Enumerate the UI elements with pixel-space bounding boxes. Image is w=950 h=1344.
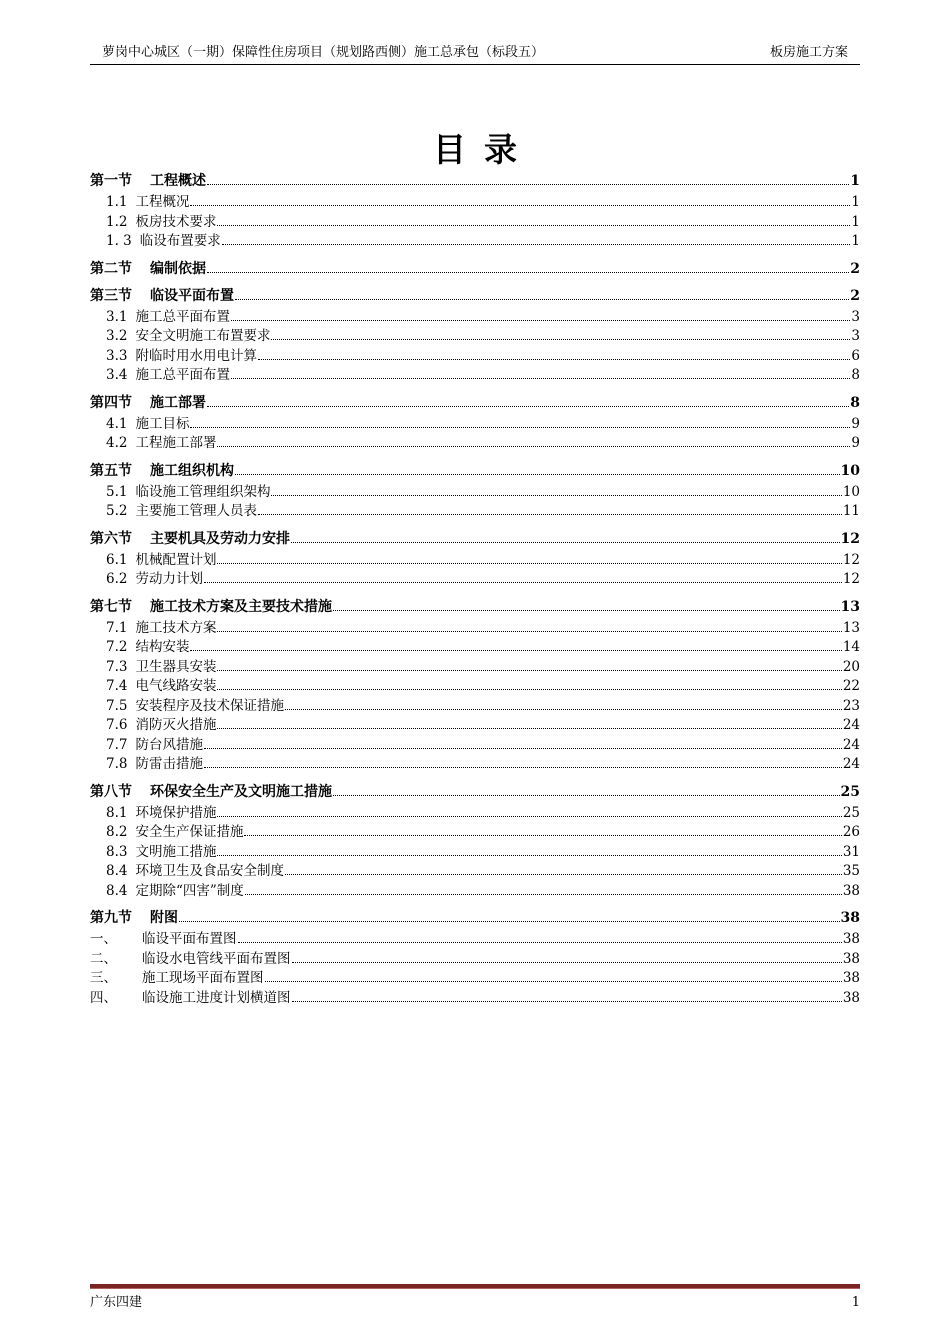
- toc-entry-number: 1.1: [106, 194, 128, 210]
- toc-leader-dots: [333, 610, 840, 611]
- toc-leader-dots: [190, 205, 850, 206]
- toc-entry-number: 第四节: [90, 394, 132, 411]
- toc-subsection-entry[interactable]: [90, 697, 860, 717]
- toc-entry-label: 临设施工管理组织架构: [135, 483, 271, 500]
- toc-entry-number: 7.8: [106, 756, 128, 772]
- toc-entry-label: 防台风措施: [135, 736, 203, 753]
- toc-entry-label: 临设施工进度计划横道图: [142, 989, 291, 1006]
- toc-leader-dots: [235, 299, 849, 300]
- toc-entry-number: 7.2: [106, 639, 128, 655]
- toc-entry-page: 8: [851, 367, 860, 383]
- toc-entry-number: 7.6: [106, 717, 128, 733]
- toc-entry-number: 第九节: [90, 910, 132, 926]
- toc-subsection-entry[interactable]: [90, 882, 860, 902]
- toc-entry-page: 1: [851, 233, 860, 249]
- toc-entry-number: 4.2: [106, 435, 128, 451]
- header-project-title: 萝岗中心城区（一期）保障性住房项目（规划路西侧）施工总承包（标段五）: [102, 45, 545, 60]
- toc-leader-dots: [217, 225, 850, 226]
- toc-leader-dots: [292, 962, 842, 963]
- toc-entry-number: 第二节: [90, 260, 132, 277]
- header-document-name: 板房施工方案: [769, 45, 848, 60]
- toc-entry-number: 第三节: [90, 287, 132, 304]
- footer-company: 广东四建: [90, 1295, 143, 1310]
- toc-entry-page: 1: [851, 213, 860, 230]
- toc-subsection-entry[interactable]: [90, 232, 860, 252]
- toc-entry-page: 25: [840, 783, 860, 800]
- toc-section-entry[interactable]: [90, 530, 860, 549]
- toc-subsection-entry[interactable]: [90, 619, 860, 639]
- toc-entry-label: 临设布置要求: [139, 233, 221, 249]
- toc-leader-dots: [217, 631, 841, 632]
- toc-entry-label: 安全文明施工布置要求: [135, 328, 271, 344]
- toc-subsection-entry[interactable]: [90, 483, 860, 503]
- toc-entry-label: 环境保护措施: [135, 804, 217, 821]
- toc-subsection-entry[interactable]: [90, 823, 860, 843]
- toc-entry-number: 3.3: [106, 347, 128, 364]
- toc-subsection-entry[interactable]: [90, 570, 860, 590]
- toc-entry-number: 1.2: [106, 213, 128, 230]
- toc-entry-label: 附图: [150, 910, 178, 926]
- toc-entry-page: 12: [842, 551, 860, 568]
- toc-entry-number: 3.1: [106, 308, 128, 325]
- toc-entry-label: 安全生产保证措施: [135, 824, 244, 840]
- toc-entry-label: 施工技术方案: [135, 619, 217, 636]
- toc-entry-label: 工程施工部署: [135, 435, 217, 451]
- toc-entry-number: 8.3: [106, 843, 128, 860]
- toc-entry-page: 13: [842, 619, 860, 636]
- toc-entry-label: 编制依据: [150, 260, 206, 277]
- toc-entry-page: 9: [851, 415, 860, 432]
- toc-entry-page: 38: [842, 882, 860, 899]
- toc-entry-label: 施工技术方案及主要技术措施: [150, 598, 332, 615]
- toc-leader-dots: [204, 767, 842, 768]
- toc-entry-page: 3: [851, 308, 860, 325]
- toc-leader-dots: [217, 446, 850, 447]
- toc-entry-label: 机械配置计划: [135, 551, 217, 568]
- toc-leader-dots: [207, 184, 849, 185]
- toc-entry-page: 25: [842, 804, 860, 821]
- toc-section-entry[interactable]: [90, 909, 860, 928]
- toc-subsection-entry[interactable]: [90, 658, 860, 678]
- toc-section-entry[interactable]: [90, 783, 860, 802]
- toc-entry-label: 临设平面布置: [150, 287, 234, 304]
- toc-entry-number: 1. 3: [106, 233, 132, 249]
- toc-entry-page: 38: [842, 970, 860, 986]
- toc-leader-dots: [292, 1001, 842, 1002]
- toc-entry-label: 卫生器具安装: [135, 658, 217, 675]
- toc-entry-number: 5.1: [106, 483, 128, 500]
- toc-entry-label: 施工现场平面布置图: [142, 970, 264, 986]
- toc-leader-dots: [179, 921, 840, 922]
- toc-entry-label: 附临时用水用电计算: [135, 347, 257, 364]
- toc-entry-label: 主要机具及劳动力安排: [150, 530, 290, 547]
- toc-entry-label: 安装程序及技术保证措施: [135, 697, 284, 714]
- toc-entry-number: 第五节: [90, 462, 132, 479]
- toc-entry-number: 4.1: [106, 415, 128, 432]
- toc-entry-page: 38: [842, 931, 860, 947]
- toc-entry-label: 临设平面布置图: [142, 931, 237, 947]
- toc-entry-page: 10: [842, 483, 860, 500]
- toc-leader-dots: [244, 835, 841, 836]
- toc-entry-page: 2: [850, 260, 860, 277]
- toc-entry-label: 环保安全生产及文明施工措施: [150, 783, 332, 800]
- toc-leader-dots: [265, 981, 842, 982]
- footer-rule: [90, 1284, 860, 1289]
- toc-subsection-entry[interactable]: [90, 755, 860, 775]
- toc-appendix-entry[interactable]: [90, 989, 860, 1009]
- toc-entry-label: 主要施工管理人员表: [135, 503, 257, 519]
- toc-section-entry[interactable]: [90, 394, 860, 413]
- toc-subsection-entry[interactable]: [90, 862, 860, 882]
- toc-entry-label: 施工总平面布置: [135, 308, 230, 325]
- toc-entry-page: 38: [842, 989, 860, 1006]
- toc-entry-page: 2: [850, 287, 860, 304]
- toc-leader-dots: [271, 339, 850, 340]
- toc-entry-label: 施工组织机构: [150, 462, 234, 479]
- toc-section-entry[interactable]: [90, 260, 860, 279]
- toc-entry-number: 8.4: [106, 863, 128, 879]
- toc-appendix-entry[interactable]: [90, 930, 860, 950]
- toc-leader-dots: [258, 514, 842, 515]
- toc-leader-dots: [285, 709, 842, 710]
- toc-entry-number: 3.2: [106, 328, 128, 344]
- toc-leader-dots: [258, 359, 850, 360]
- toc-entry-label: 工程概述: [150, 173, 206, 189]
- toc-entry-page: 14: [842, 639, 860, 655]
- toc-entry-label: 定期除“四害”制度: [135, 882, 244, 899]
- toc-entry-number: 5.2: [106, 503, 128, 519]
- toc-entry-page: 22: [842, 678, 860, 694]
- toc-entry-page: 38: [842, 950, 860, 967]
- toc-subsection-entry[interactable]: [90, 638, 860, 658]
- toc-entry-label: 文明施工措施: [135, 843, 217, 860]
- toc-entry-number: 第七节: [90, 598, 132, 615]
- toc-entry-number: 三、: [90, 970, 117, 986]
- footer-page-number: 1: [851, 1295, 860, 1310]
- toc-entry-page: 24: [842, 756, 860, 772]
- toc-leader-dots: [245, 894, 842, 895]
- toc-appendix-entry[interactable]: [90, 950, 860, 970]
- toc-leader-dots: [271, 495, 841, 496]
- toc-entry-page: 26: [842, 824, 860, 840]
- toc-subsection-entry[interactable]: [90, 193, 860, 213]
- toc-subsection-entry[interactable]: [90, 551, 860, 571]
- toc-leader-dots: [217, 670, 841, 671]
- toc-entry-number: 7.3: [106, 658, 128, 675]
- toc-subsection-entry[interactable]: [90, 366, 860, 386]
- toc-entry-page: 38: [840, 910, 860, 926]
- toc-subsection-entry[interactable]: [90, 213, 860, 233]
- toc-leader-dots: [217, 855, 841, 856]
- toc-leader-dots: [204, 748, 842, 749]
- toc-entry-label: 工程概况: [135, 194, 190, 210]
- toc-entry-number: 7.4: [106, 678, 128, 694]
- toc-title: 目录: [433, 130, 535, 169]
- toc-appendix-entry[interactable]: [90, 969, 860, 989]
- toc-entry-page: 8: [850, 394, 860, 411]
- toc-leader-dots: [235, 474, 840, 475]
- toc-leader-dots: [231, 378, 850, 379]
- toc-entry-page: 23: [842, 697, 860, 714]
- toc-leader-dots: [222, 244, 851, 245]
- toc-entry-label: 消防灭火措施: [135, 717, 217, 733]
- toc-section-entry[interactable]: [90, 172, 860, 191]
- toc-entry-label: 结构安装: [135, 639, 190, 655]
- toc-entry-label: 环境卫生及食品安全制度: [135, 863, 284, 879]
- toc-entry-number: 第八节: [90, 783, 132, 800]
- toc-leader-dots: [217, 563, 841, 564]
- toc-entry-number: 6.2: [106, 571, 128, 587]
- toc-entry-number: 3.4: [106, 367, 128, 383]
- toc-entry-label: 施工目标: [135, 415, 190, 432]
- toc-entry-page: 24: [842, 717, 860, 733]
- toc-entry-number: 7.1: [106, 619, 128, 636]
- toc-entry-label: 板房技术要求: [135, 213, 217, 230]
- toc-entry-page: 10: [840, 462, 860, 479]
- toc-entry-page: 6: [851, 347, 860, 364]
- toc-entry-number: 四、: [90, 989, 117, 1006]
- toc-subsection-entry[interactable]: [90, 736, 860, 756]
- toc-subsection-entry[interactable]: [90, 716, 860, 736]
- table-of-contents: [90, 172, 860, 1008]
- toc-leader-dots: [333, 795, 840, 796]
- toc-subsection-entry[interactable]: [90, 308, 860, 328]
- toc-leader-dots: [190, 650, 841, 651]
- toc-entry-number: 一、: [90, 931, 117, 947]
- toc-entry-label: 施工总平面布置: [135, 367, 230, 383]
- toc-entry-page: 31: [842, 843, 860, 860]
- toc-leader-dots: [217, 728, 841, 729]
- toc-subsection-entry[interactable]: [90, 347, 860, 367]
- toc-entry-page: 12: [840, 530, 860, 547]
- toc-subsection-entry[interactable]: [90, 434, 860, 454]
- toc-entry-page: 3: [851, 328, 860, 344]
- toc-subsection-entry[interactable]: [90, 677, 860, 697]
- toc-entry-number: 第一节: [90, 173, 132, 189]
- toc-section-entry[interactable]: [90, 462, 860, 481]
- toc-leader-dots: [207, 406, 849, 407]
- toc-entry-number: 8.4: [106, 882, 128, 899]
- toc-entry-page: 1: [850, 173, 860, 189]
- toc-entry-page: 20: [842, 658, 860, 675]
- toc-entry-label: 劳动力计划: [135, 571, 203, 587]
- toc-subsection-entry[interactable]: [90, 327, 860, 347]
- toc-entry-label: 防雷击措施: [135, 756, 203, 772]
- toc-entry-label: 临设水电管线平面布置图: [142, 950, 291, 967]
- toc-entry-number: 8.2: [106, 824, 128, 840]
- toc-entry-page: 12: [842, 571, 860, 587]
- toc-subsection-entry[interactable]: [90, 415, 860, 435]
- toc-subsection-entry[interactable]: [90, 843, 860, 863]
- toc-entry-page: 35: [842, 863, 860, 879]
- toc-leader-dots: [204, 582, 842, 583]
- toc-entry-number: 8.1: [106, 804, 128, 821]
- toc-leader-dots: [190, 427, 850, 428]
- toc-leader-dots: [217, 816, 841, 817]
- toc-entry-page: 13: [840, 598, 860, 615]
- toc-leader-dots: [231, 320, 850, 321]
- toc-leader-dots: [291, 542, 840, 543]
- toc-section-entry[interactable]: [90, 598, 860, 617]
- toc-entry-number: 第六节: [90, 530, 132, 547]
- toc-subsection-entry[interactable]: [90, 502, 860, 522]
- toc-leader-dots: [207, 272, 849, 273]
- toc-entry-label: 电气线路安装: [135, 678, 217, 694]
- toc-entry-label: 施工部署: [150, 394, 206, 411]
- toc-entry-number: 二、: [90, 950, 117, 967]
- toc-leader-dots: [285, 874, 842, 875]
- toc-entry-page: 9: [851, 435, 860, 451]
- toc-entry-number: 6.1: [106, 551, 128, 568]
- toc-section-entry[interactable]: [90, 287, 860, 306]
- toc-entry-number: 7.5: [106, 697, 128, 714]
- toc-subsection-entry[interactable]: [90, 804, 860, 824]
- toc-leader-dots: [238, 942, 842, 943]
- toc-entry-page: 11: [842, 503, 860, 519]
- page-header: [90, 44, 860, 65]
- toc-entry-page: 1: [851, 194, 860, 210]
- toc-entry-number: 7.7: [106, 736, 128, 753]
- toc-leader-dots: [217, 689, 841, 690]
- toc-entry-page: 24: [842, 736, 860, 753]
